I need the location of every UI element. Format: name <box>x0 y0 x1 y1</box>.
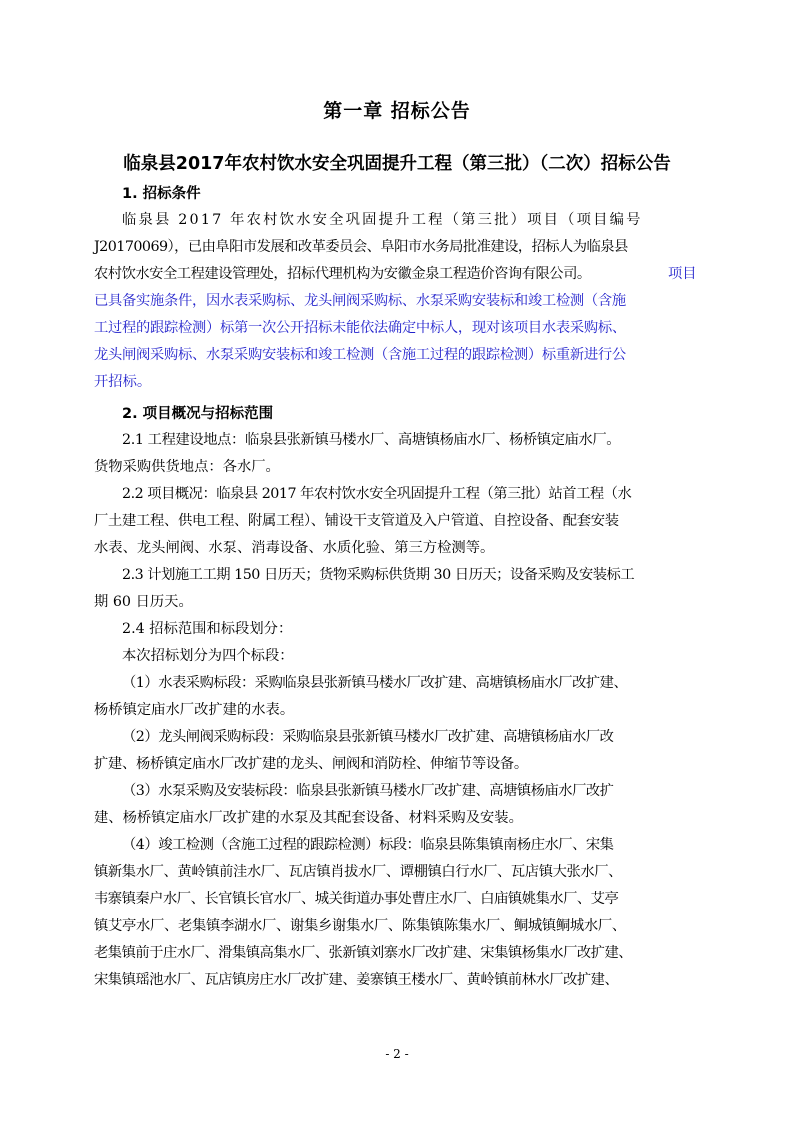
paragraph-line-blue: 已具备实施条件，因水表采购标、龙头闸阀采购标、水泵采购安装标和竣工检测（含施 <box>94 293 626 309</box>
paragraph-line: 韦寨镇秦户水厂、长官镇长官水厂、城关街道办事处曹庄水厂、白庙镇姚集水厂、艾亭 <box>94 891 619 907</box>
paragraph-line: 2.4 招标范围和标段划分： <box>122 621 293 637</box>
paragraph-line: 本次招标划分为四个标段： <box>122 648 294 664</box>
paragraph-line: 临泉县 2017 年农村饮水安全巩固提升工程（第三批）项目（项目编号 <box>122 212 643 228</box>
paragraph-line: 货物采购供货地点：各水厂。 <box>94 459 280 475</box>
section-2-heading: 2. 项目概况与招标范围 <box>122 406 274 422</box>
chapter-title: 第一章 招标公告 <box>323 100 471 122</box>
paragraph-line: 扩建、杨桥镇定庙水厂改扩建的龙头、闸阀和消防栓、伸缩节等设备。 <box>94 756 528 772</box>
paragraph-line: 宋集镇瑶池水厂、瓦店镇房庄水厂改扩建、姜寨镇王楼水厂、黄岭镇前林水厂改扩建、 <box>94 972 619 988</box>
paragraph-line: 厂土建工程、供电工程、附属工程）、铺设干支管道及入户管道、自控设备、配套安装 <box>94 513 619 529</box>
paragraph-line-blue: 项目 <box>668 266 697 282</box>
paragraph-line: 建、杨桥镇定庙水厂改扩建的水泵及其配套设备、材料采购及安装。 <box>94 810 523 826</box>
paragraph-line-blue: 开招标。 <box>94 374 152 390</box>
paragraph-line: 2.2 项目概况：临泉县 2017 年农村饮水安全巩固提升工程（第三批）站首工程（水 <box>122 486 632 502</box>
paragraph-line-blue: 龙头闸阀采购标、水泵采购安装标和竣工检测（含施工过程的跟踪检测）标重新进行公 <box>94 347 626 363</box>
section-1-heading: 1. 招标条件 <box>122 186 201 202</box>
paragraph-line: 2.1 工程建设地点：临泉县张新镇马楼水厂、高塘镇杨庙水厂、杨桥镇定庙水厂。 <box>122 432 621 448</box>
notice-title: 临泉县2017年农村饮水安全巩固提升工程（第三批）（二次）招标公告 <box>123 154 671 174</box>
paragraph-line: 2.3 计划施工工期 150 日历天；货物采购标供货期 30 日历天；设备采购及安装标工 <box>122 567 635 583</box>
page-number: - 2 - <box>385 1047 409 1061</box>
paragraph-line: 镇艾亭水厂、老集镇李湖水厂、谢集乡谢集水厂、陈集镇陈集水厂、鲖城镇鲖城水厂、 <box>94 918 626 934</box>
paragraph-line: 杨桥镇定庙水厂改扩建的水表。 <box>94 702 295 718</box>
paragraph-line: （3）水泵采购及安装标段：临泉县张新镇马楼水厂改扩建、高塘镇杨庙水厂改扩 <box>122 783 614 799</box>
paragraph-line: （2）龙头闸阀采购标段：采购临泉县张新镇马楼水厂改扩建、高塘镇杨庙水厂改 <box>122 729 614 745</box>
paragraph-line: 期 60 日历天。 <box>94 594 193 610</box>
paragraph-line: 农村饮水安全工程建设管理处，招标代理机构为安徽金泉工程造价咨询有限公司。 <box>94 266 591 282</box>
paragraph-line: （1）水表采购标段：采购临泉县张新镇马楼水厂改扩建、高塘镇杨庙水厂改扩建、 <box>122 675 628 691</box>
paragraph-line: 老集镇前于庄水厂、滑集镇高集水厂、张新镇刘寨水厂改扩建、宋集镇杨集水厂改扩建、 <box>94 945 633 961</box>
paragraph-line: 水表、龙头闸阀、水泵、消毒设备、水质化验、第三方检测等。 <box>94 540 495 556</box>
paragraph-line: 镇新集水厂、黄岭镇前洼水厂、瓦店镇肖拔水厂、谭棚镇白行水厂、瓦店镇大张水厂、 <box>94 864 623 880</box>
paragraph-line: （4）竣工检测（含施工过程的跟踪检测）标段：临泉县陈集镇南杨庄水厂、宋集 <box>122 837 614 853</box>
paragraph-line-blue: 工过程的跟踪检测）标第一次公开招标未能依法确定中标人，现对该项目水表采购标、 <box>94 320 626 336</box>
paragraph-line: J20170069），已由阜阳市发展和改革委员会、阜阳市水务局批准建设，招标人为临泉县 <box>94 239 628 255</box>
